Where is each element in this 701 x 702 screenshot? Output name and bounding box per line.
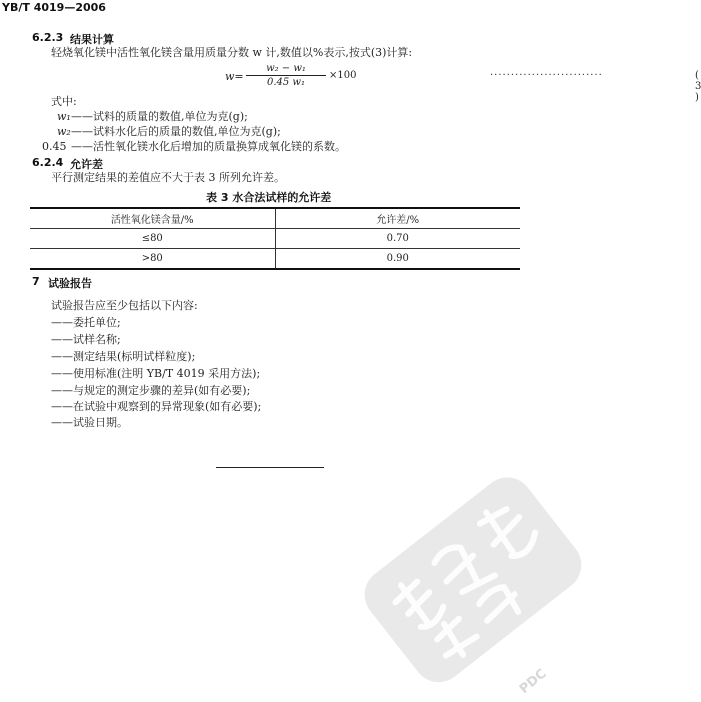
section-6-2-3-number: 6.2.3 <box>32 31 64 44</box>
end-rule <box>216 467 324 468</box>
formula-denominator: 0.45 w₁ <box>266 77 305 88</box>
table-header-row <box>30 208 520 229</box>
table-cell: 0.90 <box>275 249 520 270</box>
def-symbol: 0.45 <box>42 140 67 153</box>
where-label: 式中: <box>51 95 77 108</box>
formula-numerator: w₂ − w₁ <box>246 63 326 76</box>
formula-lhs: w= <box>225 70 244 83</box>
section-6-2-3-title: 结果计算 <box>70 33 114 46</box>
report-item: ——与规定的测定步骤的差异(如有必要); <box>51 384 251 397</box>
report-item: ——在试验中观察到的异常现象(如有必要); <box>51 400 262 413</box>
section-6-2-4-title: 允许差 <box>70 158 103 171</box>
report-item: ——试样名称; <box>51 333 121 346</box>
table-row <box>30 249 520 270</box>
standard-code-header: YB/T 4019—2006 <box>2 1 106 14</box>
formula-multiplier: ×100 <box>329 70 357 81</box>
def-text: ——试料的质量的数值,单位为克(g); <box>71 110 248 123</box>
section-6-2-4-text: 平行测定结果的差值应不大于表 3 所列允许差。 <box>51 171 285 184</box>
watermark-stamp <box>352 462 572 702</box>
report-item: ——委托单位; <box>51 316 121 329</box>
table-cell: >80 <box>141 253 163 264</box>
section-7-title: 试验报告 <box>48 277 92 290</box>
def-text: ——活性氧化镁水化后增加的质量换算成氧化镁的系数。 <box>71 140 346 153</box>
watermark-text: PDC <box>516 666 550 698</box>
section-7-number: 7 <box>32 275 40 288</box>
table-row <box>30 229 520 249</box>
formula-dot-leader: ··························· <box>490 70 603 81</box>
table-header-cell: 允许差/% <box>275 208 520 229</box>
report-item: ——使用标准(注明 YB/T 4019 采用方法); <box>51 367 261 380</box>
section-7-intro: 试验报告应至少包括以下内容: <box>51 299 198 312</box>
section-6-2-3-intro: 轻烧氧化镁中活性氧化镁含量用质量分数 w 计,数值以%表示,按式(3)计算: <box>51 46 413 59</box>
report-item: ——测定结果(标明试样粒度); <box>51 350 196 363</box>
table-header-cell: 活性氧化镁含量/% <box>110 215 194 226</box>
formula-fraction <box>246 63 326 88</box>
def-text: ——试料水化后的质量的数值,单位为克(g); <box>71 125 281 138</box>
section-6-2-4-number: 6.2.4 <box>32 156 64 169</box>
table-3-caption: 表 3 水合法试样的允许差 <box>206 191 332 204</box>
report-item: ——试验日期。 <box>51 416 128 429</box>
table-cell: ≤80 <box>141 233 163 244</box>
def-symbol: w₁ <box>57 110 71 123</box>
formula-equation-number: ( 3 ) <box>695 70 701 103</box>
table-3 <box>30 207 520 270</box>
def-symbol: w₂ <box>57 125 71 138</box>
table-cell: 0.70 <box>275 229 520 249</box>
